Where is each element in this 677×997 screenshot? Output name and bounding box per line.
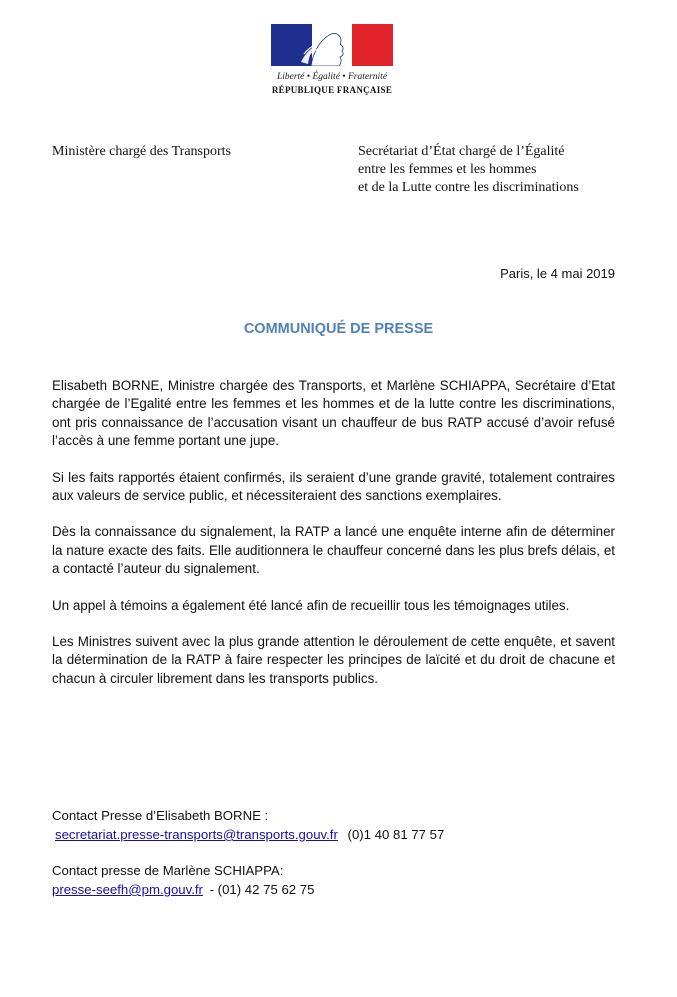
body-paragraph: Les Ministres suivent avec la plus grande attention le déroulement de cette enquête, et savent la détermination de la RATP à faire respecter les principes de laïcité et du droit de chacune et chacun à circuler librement dans les transports publics.	[52, 634, 615, 686]
republic-name: RÉPUBLIQUE FRANÇAISE	[271, 85, 393, 95]
body-paragraph: Si les faits rapportés étaient confirmés, ils seraient d’une grande gravité, totalement contraires aux valeurs de service public, et nécessiteraient des sanctions exemplaires.	[52, 469, 615, 504]
contact-schiappa	[52, 861, 622, 899]
contact-phone: (0)1 40 81 77 57	[347, 827, 445, 842]
contact-email-link[interactable]: secretariat.presse-transports@transports.gouv.fr	[55, 827, 338, 842]
ministry-transports: Ministère chargé des Transports	[52, 144, 231, 159]
body-paragraph: Dès la connaissance du signalement, la RATP a lancé une enquête interne afin de déterminer la nature exacte des faits. Elle auditionnera le chauffeur concerné dans les plus brefs délais, et a contacté l’auteur du signalement.	[52, 524, 615, 577]
secretariat-line: et de la Lutte contre les discriminations	[358, 180, 579, 195]
contact-borne	[52, 806, 622, 844]
marianne-logo	[270, 24, 394, 95]
secretariat-line: entre les femmes et les hommes	[358, 162, 537, 177]
contact-label: Contact presse de Marlène SCHIAPPA:	[52, 863, 284, 878]
tricolor-flag	[271, 24, 393, 66]
secretariat-line: Secrétariat d’État chargé de l’Égalité	[358, 144, 565, 159]
contact-phone: - (01) 42 75 62 75	[209, 882, 315, 897]
contact-email-link[interactable]: presse-seefh@pm.gouv.fr	[52, 882, 203, 897]
contact-label: Contact Presse d’Elisabeth BORNE :	[52, 808, 269, 823]
press-release-body	[52, 377, 615, 706]
document-date: Paris, le 4 mai 2019	[500, 266, 615, 281]
document-title: COMMUNIQUÉ DE PRESSE	[243, 321, 434, 337]
republic-motto: Liberté • Égalité • Fraternité	[276, 72, 388, 82]
body-paragraph: Elisabeth BORNE, Ministre chargée des Transports, et Marlène SCHIAPPA, Secrétaire d’Etat chargée de l’Egalité entre les femmes et les hommes et de la lutte contre les discriminations, ont pris connaissance de l’accusation visant un chauffeur de bus RATP accusé d’avoir refusé l’accès à une femme portant une jupe.	[52, 378, 615, 449]
body-paragraph: Un appel à témoins a également été lancé afin de recueillir tous les témoignages utiles.	[52, 597, 570, 613]
press-contacts	[52, 806, 622, 916]
marianne-profile-icon	[271, 24, 393, 66]
secretariat-egalite	[358, 143, 579, 197]
